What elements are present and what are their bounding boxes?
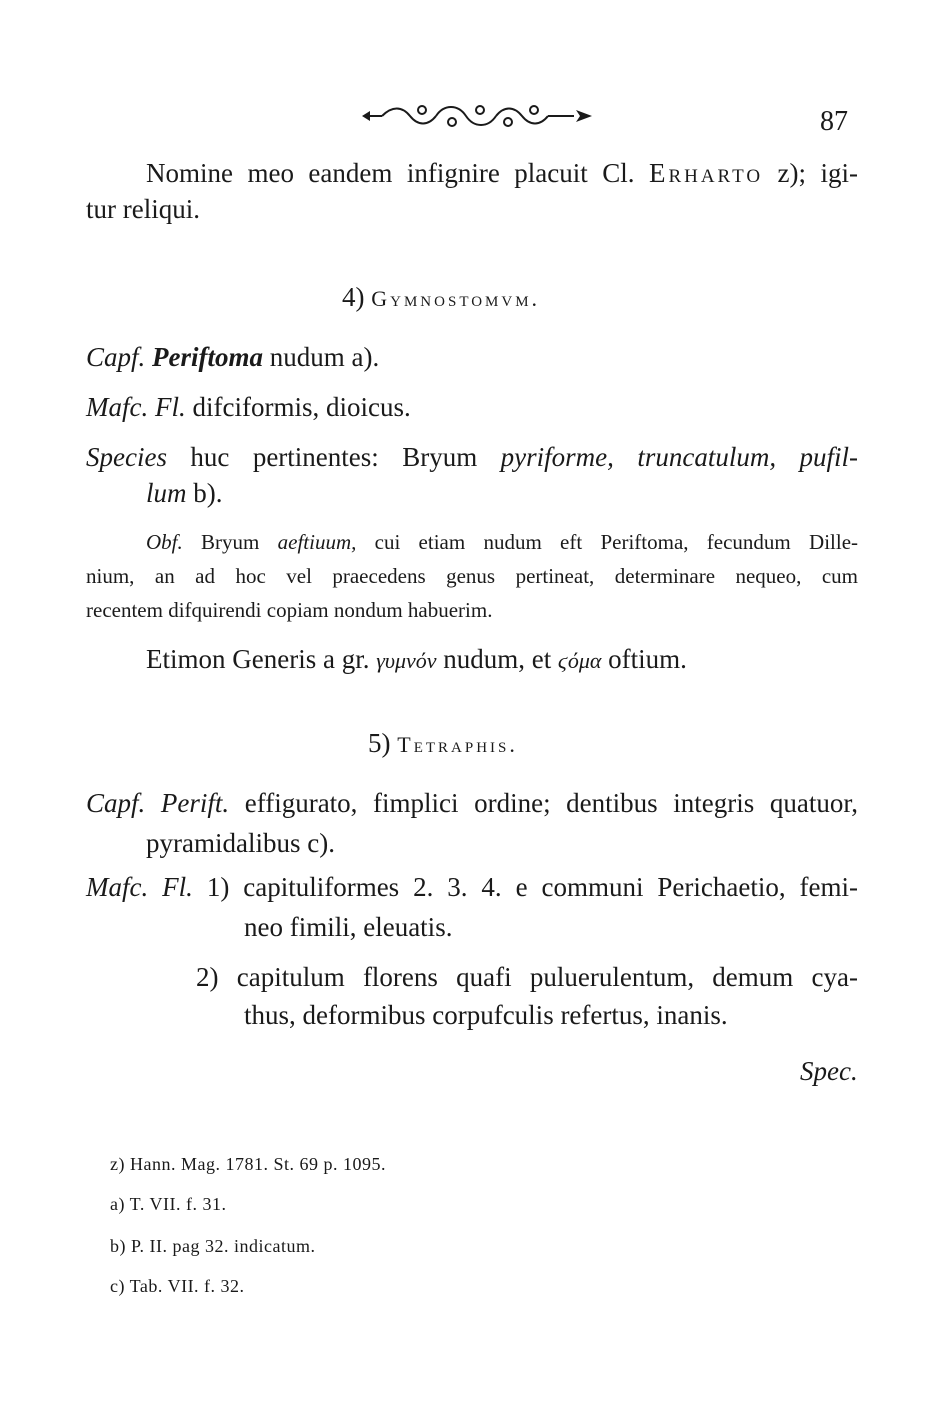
author-name: Erharto: [648, 158, 764, 188]
footnote-z: [110, 1154, 386, 1175]
footnote-text: T. VII. f. 31.: [129, 1194, 227, 1214]
etimon-prefix: Etimon Generis a gr.: [146, 644, 370, 674]
footnote-text: Hann. Mag. 1781. St. 69 p. 1095.: [129, 1154, 386, 1174]
footnote-c: [110, 1276, 245, 1297]
obs-italic: aeftiuum,: [277, 530, 357, 554]
masc-label: Mafc. Fl.: [86, 392, 186, 422]
intro-line-2: tur reliqui.: [86, 194, 200, 224]
species-pusillum-b: lum: [146, 478, 187, 508]
obs-text-2: cui etiam nudum eft Periftoma, fecundum Dille-: [374, 530, 859, 554]
masc-item-1-number: 1): [206, 872, 230, 902]
section-5-masc-item-2-line-1: [196, 962, 858, 993]
greek-word-1: γυμνόν: [376, 648, 437, 673]
section-4-title: Gymnostomvm.: [371, 286, 541, 311]
section-4-number: 4): [342, 282, 365, 312]
masc-item-2-text: capitulum florens quafi puluerulentum, demum cya-: [236, 962, 858, 992]
species-pyriforme: pyriforme,: [500, 442, 614, 472]
masc-item-2-number: 2): [196, 962, 219, 992]
ornament-header-icon: [362, 102, 592, 130]
footnote-ref-b: b).: [193, 478, 223, 508]
footnote-text: Tab. VII. f. 32.: [129, 1276, 245, 1296]
section-5-masc-line-2: neo fimili, eleuatis.: [244, 912, 453, 942]
footnote-mark: a): [110, 1194, 125, 1214]
peristome-term: Periftoma: [152, 342, 263, 372]
section-5-number: 5): [368, 728, 391, 758]
intro-line-1: [146, 158, 858, 189]
footnote-mark: b): [110, 1236, 126, 1256]
section-5-heading: [368, 728, 518, 759]
footnote-ref-z: z); igi-: [777, 158, 858, 188]
etimon-suffix: oftium.: [608, 644, 687, 674]
section-4-species-line-1: [86, 442, 858, 473]
obs-line-3: recentem difquirendi copiam nondum habuerim.: [86, 598, 493, 622]
section-5-capsule-line-2: pyramidalibus c).: [146, 828, 335, 858]
section-5-masc-line-1: [86, 872, 858, 903]
species-label: Species: [86, 442, 167, 472]
obs-line-1: [146, 530, 858, 555]
footnote-b: [110, 1236, 315, 1257]
obs-label: Obf.: [146, 530, 183, 554]
section-4-species-line-2: [146, 478, 223, 509]
section-5-capsule-line-1: [86, 788, 858, 819]
section-4-heading: [342, 282, 540, 313]
section-4-capsule: [86, 342, 379, 373]
footnote-mark: c): [110, 1276, 125, 1296]
capsule-label: Capf.: [86, 342, 146, 372]
species-pusillum-a: pufil-: [799, 442, 859, 472]
footnote-text: P. II. pag 32. indicatum.: [131, 1236, 316, 1256]
section-4-masc: [86, 392, 411, 423]
capsule-text: nudum a).: [269, 342, 380, 372]
catchword: Spec.: [800, 1056, 858, 1086]
obs-line-2: nium, an ad hoc vel praecedens genus pertineat, determinare nequeo, cum: [86, 564, 858, 588]
footnote-mark: z): [110, 1154, 125, 1174]
species-truncatulum: truncatulum,: [637, 442, 777, 472]
section-5-title: Tetraphis.: [397, 732, 518, 757]
intro-text: Nomine meo eandem infignire placuit Cl.: [146, 158, 635, 188]
masc-item-1-text: capituliformes 2. 3. 4. e communi Perichaetio, femi-: [243, 872, 858, 902]
capsule-text-1: effigurato, fimplici ordine; dentibus integris quatuor,: [244, 788, 859, 818]
section-5-masc-item-2-line-2: thus, deformibus corpufculis refertus, inanis.: [244, 1000, 728, 1030]
species-text: huc pertinentes: Bryum: [190, 442, 478, 472]
capsule-perist-label: Capf. Perift.: [86, 788, 230, 818]
obs-text-1: Bryum: [201, 530, 260, 554]
greek-word-2: ϛόμα: [558, 648, 602, 673]
etimon-middle: nudum, et: [443, 644, 552, 674]
masc-label-5: Mafc. Fl.: [86, 872, 193, 902]
page-number: 87: [820, 106, 848, 137]
footnote-a: [110, 1194, 227, 1215]
masc-text: difciformis, dioicus.: [192, 392, 411, 422]
etimon-line: [146, 644, 687, 675]
